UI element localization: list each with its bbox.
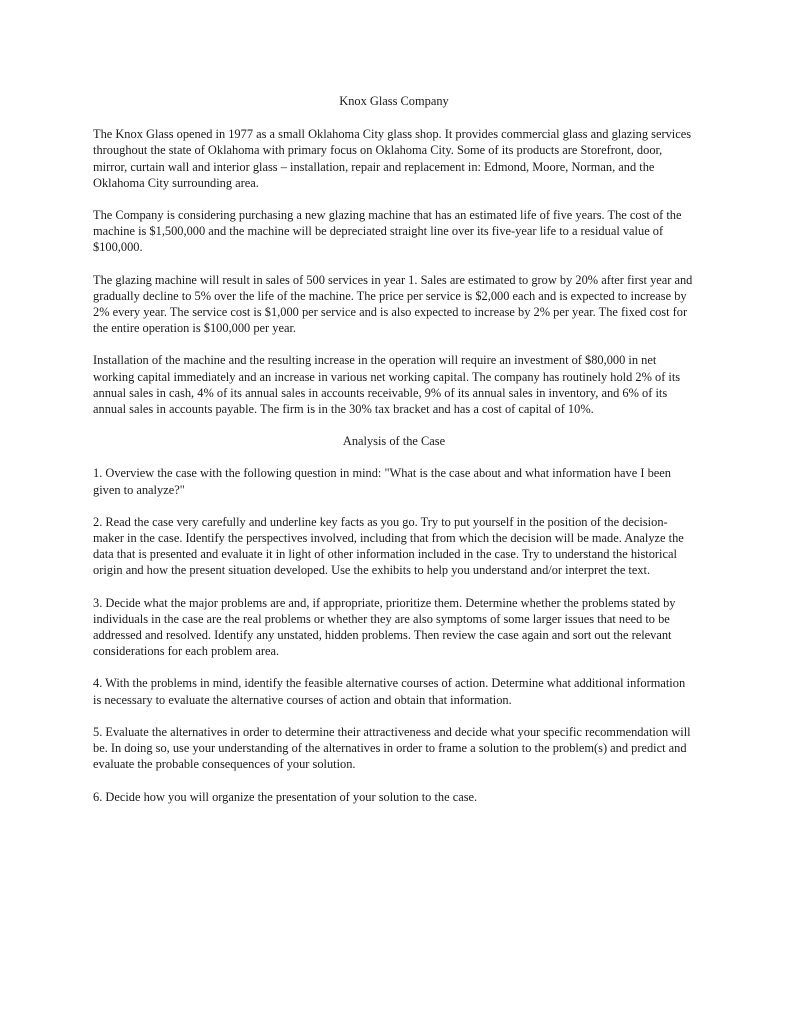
paragraph-company-overview: The Knox Glass opened in 1977 as a small Oklahoma City glass shop. It provides commercial glass and glazing services throughout the state of Oklahoma with primary focus on Oklahoma City. Some of its products are Storefront, door, mirror, curtain wall and interior glass – installation, repair and replacement in: Edmond, Moore, Norman, and the Oklahoma City surrounding area. bbox=[93, 127, 692, 190]
analysis-step-5: 5. Evaluate the alternatives in order to determine their attractiveness and decide what your specific recommendation will be. In doing so, use your understanding of the alternatives in order to frame a solution to the problem(s) and predict and evaluate the probable consequences of your solution. bbox=[93, 724, 691, 772]
analysis-title: Analysis of the Case bbox=[342, 434, 446, 449]
analysis-step-2: 2. Read the case very carefully and underline key facts as you go. Try to put yourself in the position of the decision-maker in the case. Identify the perspectives involved, including that from which the decision will be made. Analyze the data that is presented and evaluate it in light of other information included in the case. Try to understand the historical origin and how the present situation developed. Use the exhibits to help you understand and/or interpret the text. bbox=[93, 514, 684, 578]
document-page bbox=[93, 93, 695, 821]
document-title: Knox Glass Company bbox=[339, 94, 449, 108]
paragraph-machine-purchase: The Company is considering purchasing a new glazing machine that has an estimated life of five years. The cost of the machine is $1,500,000 and the machine will be depreciated straight line over its five-year life to a residual value of $100,000. bbox=[93, 208, 682, 255]
analysis-step-6: 6. Decide how you will organize the presentation of your solution to the case. bbox=[93, 789, 478, 804]
analysis-step-3: 3. Decide what the major problems are and, if appropriate, prioritize them. Determine whether the problems stated by individuals in the case are the real problems or whether they are also symptoms of some larger issues that need to be addressed and resolved. Identify any unstated, hidden problems. Then review the case again and sort out the relevant considerations for each problem area. bbox=[93, 595, 676, 659]
paragraph-working-capital: Installation of the machine and the resulting increase in the operation will require an investment of $80,000 in net working capital immediately and an increase in various net working capital. The company has routinely hold 2% of its annual sales in cash, 4% of its annual sales in accounts receivable, 9% of its annual sales in inventory, and 6% of its annual sales in accounts payable. The firm is in the 30% tax bracket and has a cost of capital of 10%. bbox=[93, 353, 681, 417]
paragraph-sales-and-costs: The glazing machine will result in sales of 500 services in year 1. Sales are estimated to grow by 20% after first year and gradually decline to 5% over the life of the machine. The price per service is $2,000 each and is expected to increase by 2% every year. The service cost is $1,000 per service and is also expected to increase by 2% per year. The fixed cost for the entire operation is $100,000 per year. bbox=[93, 272, 693, 336]
analysis-step-4: 4. With the problems in mind, identify the feasible alternative courses of action. Determine what additional information is necessary to evaluate the alternative courses of action and obtain that information. bbox=[93, 676, 686, 707]
analysis-step-1: 1. Overview the case with the following question in mind: "What is the case about and what information have I been given to analyze?" bbox=[93, 466, 671, 497]
